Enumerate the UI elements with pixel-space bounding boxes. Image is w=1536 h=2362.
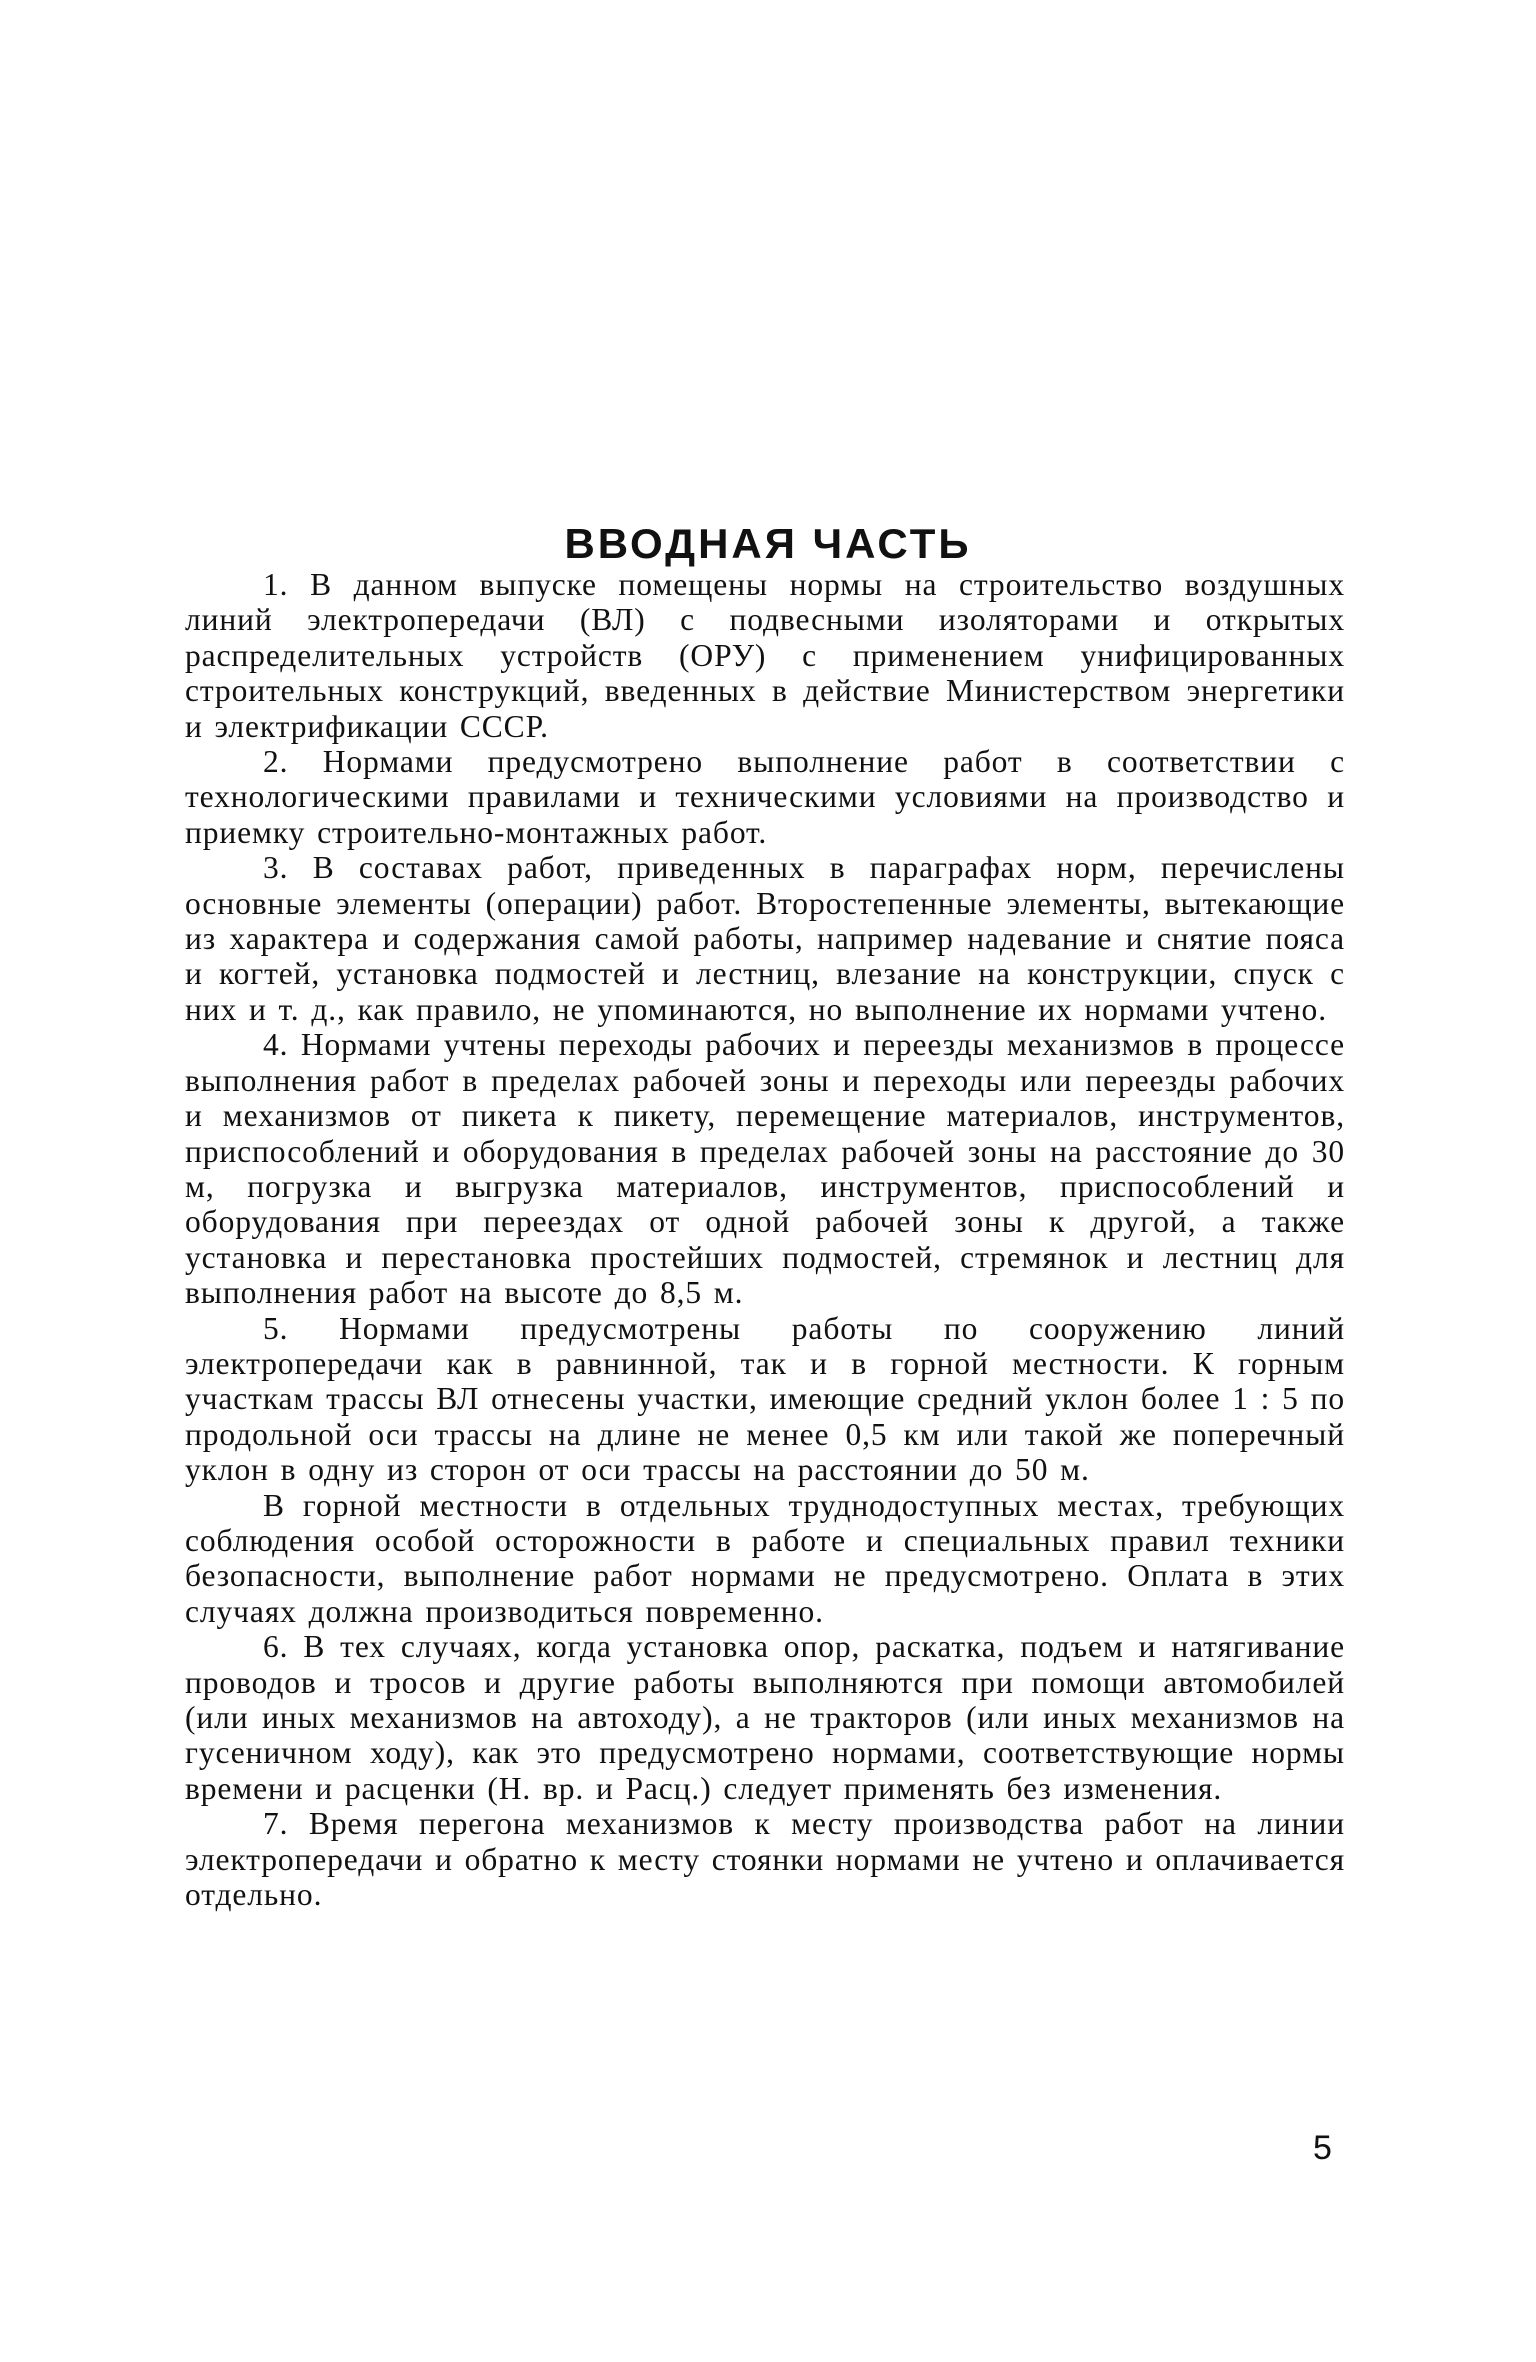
- paragraph-1: 1. В данном выпуске помещены нормы на строительство воздушных линий электропередачи (ВЛ) с подвесными изоляторами и открытых распределительных устройств (ОРУ) с применением унифицированных строительных конструкций, введенных в действие Министерством энергетики и электрификации СССР.: [185, 567, 1345, 744]
- paragraph-5-continuation: В горной местности в отдельных труднодоступных местах, требующих соблюдения особой осторожности в работе и специальных правил техники безопасности, выполнение работ нормами не предусмотрено. Оплата в этих случаях должна производиться повременно.: [185, 1487, 1345, 1629]
- paragraph-3: 3. В составах работ, приведенных в параграфах норм, перечислены основные элементы (операции) работ. Второстепенные элементы, вытекающие из характера и содержания самой работы, например надевание и снятие пояса и когтей, установка подмостей и лестниц, влезание на конструкции, спуск с них и т. д., как правило, не упоминаются, но выполнение их нормами учтено.: [185, 850, 1345, 1027]
- paragraph-4: 4. Нормами учтены переходы рабочих и переезды механизмов в процессе выполнения работ в пределах рабочей зоны и переходы или переезды рабочих и механизмов от пикета к пикету, перемещение материалов, инструментов, приспособлений и оборудования в пределах рабочей зоны на расстояние до 30 м, погрузка и выгрузка материалов, инструментов, приспособлений и оборудования при переездах от одной рабочей зоны к другой, а также установка и перестановка простейших подмостей, стремянок и лестниц для выполнения работ на высоте до 8,5 м.: [185, 1027, 1345, 1311]
- page-title: ВВОДНАЯ ЧАСТЬ: [564, 520, 972, 568]
- paragraph-7: 7. Время перегона механизмов к месту производства работ на линии электропередачи и обратно к месту стоянки нормами не учтено и оплачивается отдельно.: [185, 1806, 1345, 1913]
- paragraph-5: 5. Нормами предусмотрены работы по сооружению линий электропередачи как в равнинной, так и в горной местности. К горным участкам трассы ВЛ отнесены участки, имеющие средний уклон более 1 : 5 по продольной оси трассы на длине не менее 0,5 км или такой же поперечный уклон в одну из сторон от оси трассы на расстоянии до 50 м.: [185, 1310, 1345, 1488]
- paragraph-6: 6. В тех случаях, когда установка опор, раскатка, подъем и натягивание проводов и тросов и другие работы выполняются при помощи автомобилей (или иных механизмов на автоходу), а не тракторов (или иных механизмов на гусеничном ходу), как это предусмотрено нормами, соответствующие нормы времени и расценки (Н. вр. и Расц.) следует применять без изменения.: [185, 1629, 1345, 1806]
- document-body: [185, 567, 1345, 1912]
- page-number: 5: [1313, 2129, 1332, 2167]
- paragraph-2: 2. Нормами предусмотрено выполнение работ в соответствии с технологическими правилами и техническими условиями на производство и приемку строительно-монтажных работ.: [185, 744, 1345, 850]
